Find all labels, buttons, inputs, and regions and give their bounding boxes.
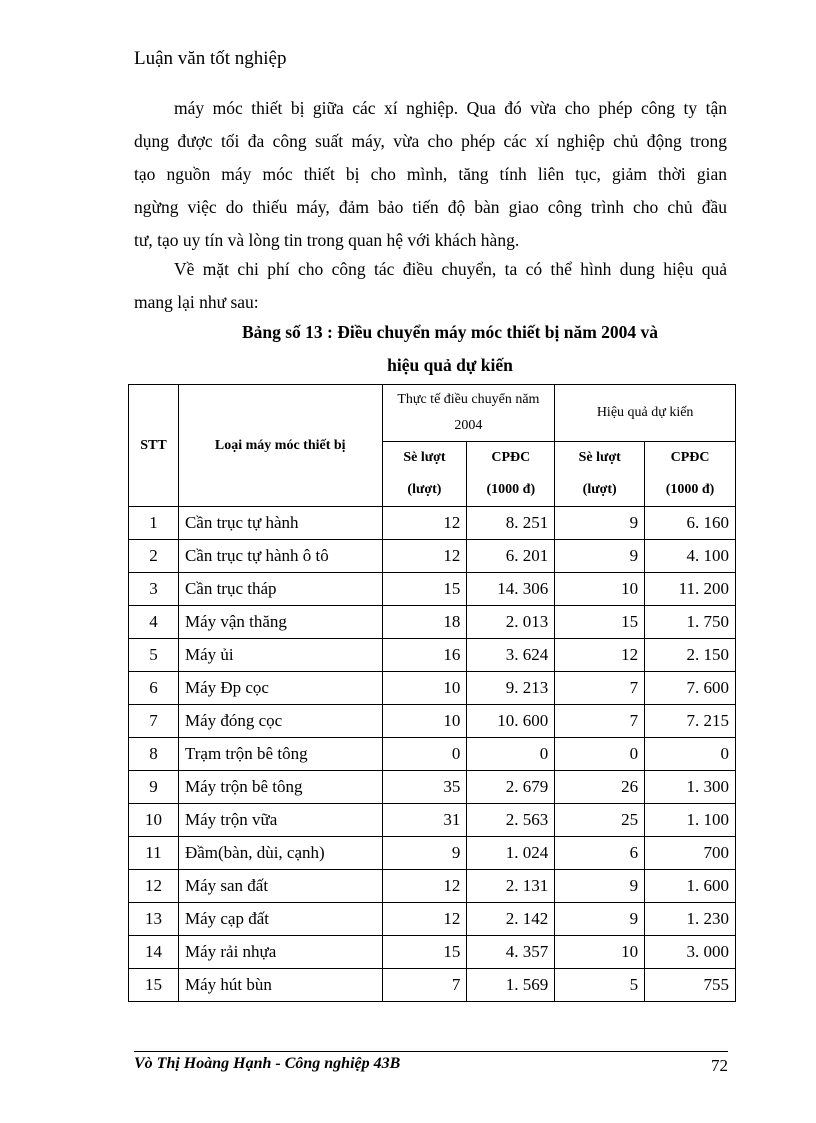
cell-actual-cost: 2. 563 <box>467 804 555 837</box>
table-row <box>129 771 736 804</box>
page-header: Luận văn tốt nghiệp <box>134 48 287 69</box>
cell-expected-cost: 2. 150 <box>645 639 736 672</box>
cell-actual-cost: 10. 600 <box>467 705 555 738</box>
table-row <box>129 507 736 540</box>
cell-expected-cost: 0 <box>645 738 736 771</box>
cell-equipment: Máy trộn vữa <box>178 804 382 837</box>
text-line: mang lại như sau: <box>134 292 259 312</box>
text-line: Về mặt chi phí cho công tác điều chuyển, ta có thể hình dung hiệu quả <box>174 259 727 279</box>
cell-actual-cost: 3. 624 <box>467 639 555 672</box>
cell-actual-cost: 1. 024 <box>467 837 555 870</box>
header-count-unit: (lượt) <box>407 482 442 497</box>
cell-expected-cost: 1. 600 <box>645 870 736 903</box>
cell-actual-count: 10 <box>382 705 467 738</box>
page-number: 72 <box>711 1056 728 1075</box>
cell-expected-cost: 3. 000 <box>645 936 736 969</box>
cell-expected-count: 6 <box>555 837 645 870</box>
cell-expected-cost: 6. 160 <box>645 507 736 540</box>
cell-equipment: Máy vận thăng <box>178 606 382 639</box>
header-cost-unit: (1000 đ) <box>486 482 536 497</box>
footer-author: Vò Thị Hoàng Hạnh - Công nghiệp 43B <box>134 1055 401 1072</box>
cell-stt: 9 <box>129 771 179 804</box>
header-expected-effect: Hiệu quả dự kiến <box>555 385 736 442</box>
cell-expected-count: 5 <box>555 969 645 1002</box>
cell-stt: 10 <box>129 804 179 837</box>
cell-stt: 4 <box>129 606 179 639</box>
cell-actual-count: 31 <box>382 804 467 837</box>
cell-stt: 6 <box>129 672 179 705</box>
cell-expected-cost: 4. 100 <box>645 540 736 573</box>
header-cost-label: CPĐC <box>491 450 531 465</box>
cell-actual-count: 0 <box>382 738 467 771</box>
cell-expected-count: 0 <box>555 738 645 771</box>
cell-stt: 15 <box>129 969 179 1002</box>
cell-equipment: Máy Đp cọc <box>178 672 382 705</box>
table-row <box>129 639 736 672</box>
table-row <box>129 969 736 1002</box>
cell-actual-cost: 0 <box>467 738 555 771</box>
cell-stt: 3 <box>129 573 179 606</box>
cell-stt: 2 <box>129 540 179 573</box>
footer-divider <box>134 1051 728 1052</box>
cell-expected-count: 12 <box>555 639 645 672</box>
cell-expected-cost: 1. 100 <box>645 804 736 837</box>
header-cost <box>645 442 736 507</box>
cell-expected-cost: 11. 200 <box>645 573 736 606</box>
cell-stt: 5 <box>129 639 179 672</box>
cell-stt: 8 <box>129 738 179 771</box>
header-actual-2004: Thực tế điều chuyển năm 2004 <box>382 385 555 442</box>
cell-equipment: Máy rải nhựa <box>178 936 382 969</box>
table-row <box>129 672 736 705</box>
cell-actual-cost: 2. 142 <box>467 903 555 936</box>
header-count <box>382 442 467 507</box>
header-count-unit: (lượt) <box>582 482 617 497</box>
cell-equipment: Cần trục tháp <box>178 573 382 606</box>
cell-expected-cost: 1. 750 <box>645 606 736 639</box>
cell-actual-cost: 2. 679 <box>467 771 555 804</box>
table-row <box>129 903 736 936</box>
table-row <box>129 540 736 573</box>
table-row <box>129 573 736 606</box>
cell-actual-cost: 6. 201 <box>467 540 555 573</box>
cell-expected-count: 9 <box>555 903 645 936</box>
cell-stt: 7 <box>129 705 179 738</box>
table-row <box>129 705 736 738</box>
cell-actual-count: 15 <box>382 573 467 606</box>
cell-actual-count: 12 <box>382 903 467 936</box>
header-cost <box>467 442 555 507</box>
text-line: dụng được tối đa công suất máy, vừa cho phép các xí nghiệp chủ động trong <box>134 131 727 151</box>
cell-expected-cost: 1. 230 <box>645 903 736 936</box>
text-line: ngừng việc do thiếu máy, đảm bảo tiến độ bàn giao công trình cho chủ đầu <box>134 197 727 217</box>
table-row <box>129 804 736 837</box>
table-row <box>129 738 736 771</box>
cell-actual-count: 9 <box>382 837 467 870</box>
cell-actual-cost: 4. 357 <box>467 936 555 969</box>
text-line: máy móc thiết bị giữa các xí nghiệp. Qua đó vừa cho phép công ty tận <box>174 98 727 118</box>
header-cost-unit: (1000 đ) <box>665 482 715 497</box>
header-count-label: Sè lượt <box>403 450 446 465</box>
cell-equipment: Máy san đất <box>178 870 382 903</box>
header-count <box>555 442 645 507</box>
cell-equipment: Máy trộn bê tông <box>178 771 382 804</box>
text-line: tạo nguồn máy móc thiết bị cho mình, tăng tính liên tục, giảm thời gian <box>134 164 727 184</box>
cell-actual-count: 10 <box>382 672 467 705</box>
cell-actual-count: 16 <box>382 639 467 672</box>
table-row <box>129 837 736 870</box>
equipment-table <box>128 384 736 1002</box>
cell-expected-cost: 7. 600 <box>645 672 736 705</box>
header-cost-label: CPĐC <box>670 450 710 465</box>
cell-equipment: Máy cạp đất <box>178 903 382 936</box>
cell-expected-count: 10 <box>555 936 645 969</box>
cell-stt: 13 <box>129 903 179 936</box>
table-row <box>129 936 736 969</box>
cell-expected-cost: 1. 300 <box>645 771 736 804</box>
cell-expected-cost: 7. 215 <box>645 705 736 738</box>
cell-actual-count: 15 <box>382 936 467 969</box>
cell-actual-cost: 8. 251 <box>467 507 555 540</box>
cell-actual-cost: 9. 213 <box>467 672 555 705</box>
table-row <box>129 606 736 639</box>
cell-stt: 11 <box>129 837 179 870</box>
text-line: tư, tạo uy tín và lòng tin trong quan hệ với khách hàng. <box>134 230 520 250</box>
cell-actual-count: 7 <box>382 969 467 1002</box>
header-count-label: Sè lượt <box>578 450 621 465</box>
header-stt: STT <box>129 385 179 507</box>
cell-actual-count: 12 <box>382 540 467 573</box>
cell-actual-cost: 1. 569 <box>467 969 555 1002</box>
cell-expected-count: 26 <box>555 771 645 804</box>
cell-equipment: Cần trục tự hành <box>178 507 382 540</box>
cell-expected-cost: 755 <box>645 969 736 1002</box>
cell-equipment: Máy hút bùn <box>178 969 382 1002</box>
paragraph-1 <box>134 92 727 257</box>
cell-expected-count: 9 <box>555 507 645 540</box>
cell-expected-count: 9 <box>555 870 645 903</box>
cell-expected-count: 7 <box>555 672 645 705</box>
cell-actual-count: 18 <box>382 606 467 639</box>
caption-line-2: hiệu quả dự kiến <box>387 355 513 375</box>
cell-actual-count: 35 <box>382 771 467 804</box>
cell-stt: 1 <box>129 507 179 540</box>
cell-actual-cost: 2. 013 <box>467 606 555 639</box>
table-body <box>129 507 736 1002</box>
cell-equipment: Máy ủi <box>178 639 382 672</box>
header-equipment-type: Loại máy móc thiết bị <box>178 385 382 507</box>
cell-equipment: Cần trục tự hành ô tô <box>178 540 382 573</box>
cell-actual-cost: 2. 131 <box>467 870 555 903</box>
cell-stt: 14 <box>129 936 179 969</box>
cell-expected-cost: 700 <box>645 837 736 870</box>
cell-expected-count: 9 <box>555 540 645 573</box>
cell-equipment: Máy đóng cọc <box>178 705 382 738</box>
caption-line-1: Bảng số 13 : Điều chuyển máy móc thiết bị năm 2004 và <box>241 322 659 342</box>
cell-expected-count: 25 <box>555 804 645 837</box>
paragraph-2 <box>134 253 727 319</box>
cell-expected-count: 7 <box>555 705 645 738</box>
cell-stt: 12 <box>129 870 179 903</box>
cell-actual-count: 12 <box>382 870 467 903</box>
table-caption <box>80 316 816 382</box>
cell-expected-count: 10 <box>555 573 645 606</box>
cell-expected-count: 15 <box>555 606 645 639</box>
table-row <box>129 870 736 903</box>
cell-actual-cost: 14. 306 <box>467 573 555 606</box>
cell-equipment: Trạm trộn bê tông <box>178 738 382 771</box>
cell-equipment: Đầm(bàn, dùi, cạnh) <box>178 837 382 870</box>
cell-actual-count: 12 <box>382 507 467 540</box>
